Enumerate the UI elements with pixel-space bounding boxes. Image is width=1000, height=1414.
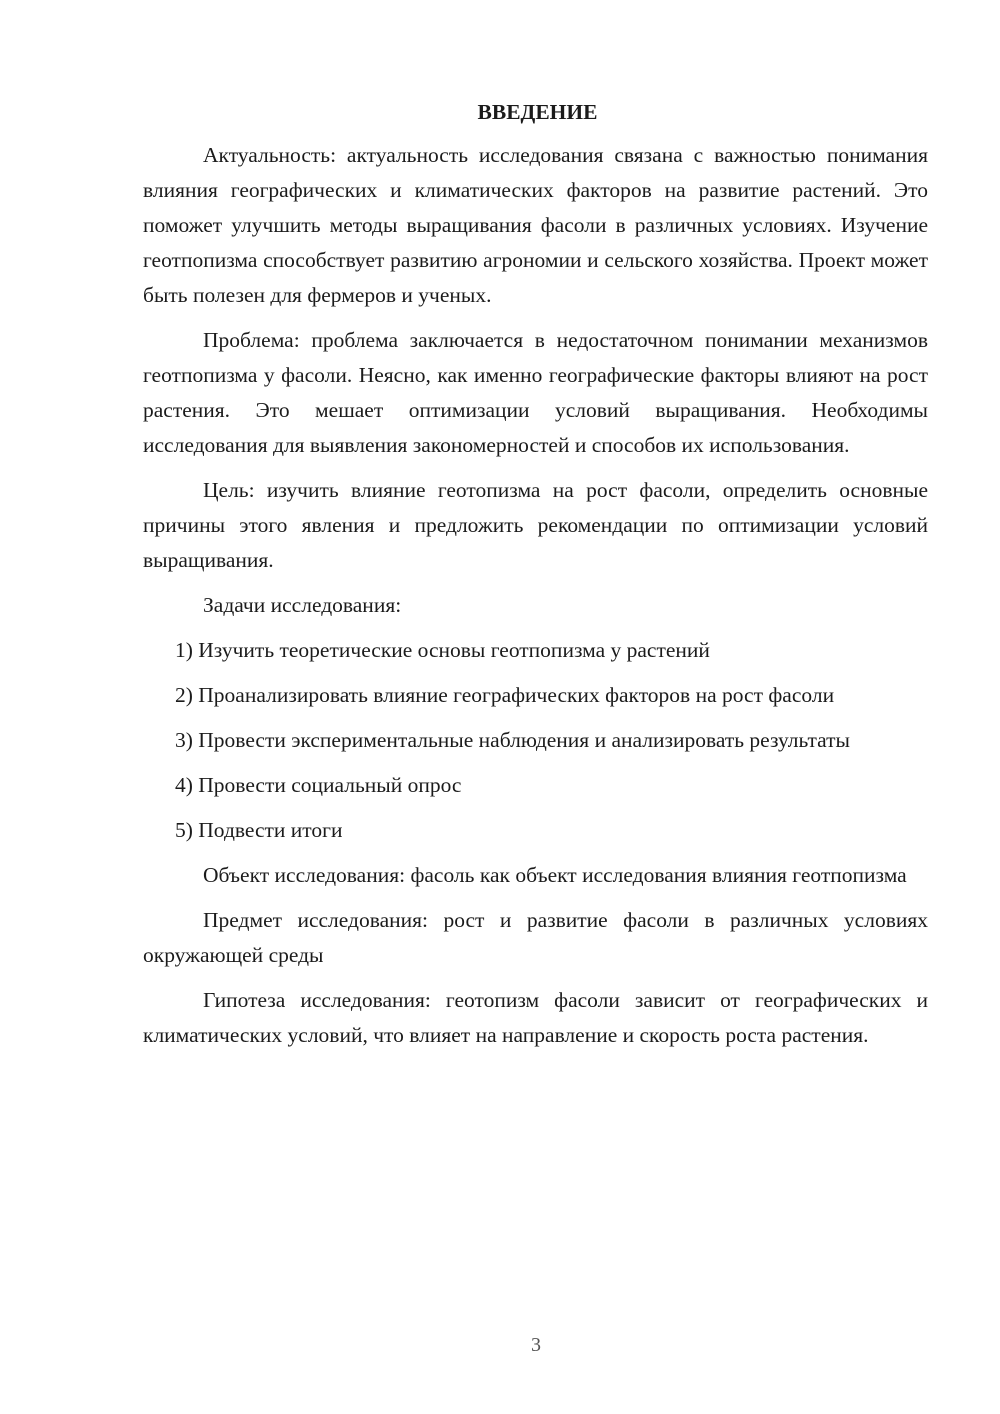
task-item-3: 3) Провести экспериментальные наблюдения и анализировать результаты: [175, 728, 851, 752]
object-paragraph: Объект исследования: фасоль как объект исследования влияния геотпопизма: [203, 863, 907, 887]
relevance-paragraph: Актуальность: актуальность исследования связана с важностью понимания влияния географических и климатических факторов на развитие растений. Это поможет улучшить методы выращивания фасоли в различных условиях. Изучение геотпопизма способствует развитию агрономии и сельского хозяйства. Проект может быть полезен для фермеров и ученых.: [143, 143, 928, 307]
page-number: 3: [531, 1334, 541, 1356]
task-item-1: 1) Изучить теоретические основы геотпопизма у растений: [175, 638, 710, 662]
task-item-2: 2) Проанализировать влияние географических факторов на рост фасоли: [175, 683, 835, 707]
goal-paragraph: Цель: изучить влияние геотопизма на рост фасоли, определить основные причины этого явления и предложить рекомендации по оптимизации условий выращивания.: [143, 478, 928, 572]
task-item-4: 4) Провести социальный опрос: [175, 773, 462, 797]
task-item-5: 5) Подвести итоги: [175, 818, 343, 842]
tasks-heading: Задачи исследования:: [203, 593, 402, 617]
page-content: [143, 96, 928, 1063]
page-title: ВВЕДЕНИЕ: [477, 100, 598, 124]
subject-paragraph: Предмет исследования: рост и развитие фасоли в различных условиях окружающей среды: [143, 908, 928, 967]
hypothesis-paragraph: Гипотеза исследования: геотопизм фасоли зависит от географических и климатических условий, что влияет на направление и скорость роста растения.: [143, 988, 928, 1047]
problem-paragraph: Проблема: проблема заключается в недостаточном понимании механизмов геотпопизма у фасоли. Неясно, как именно географические факторы влияют на рост растения. Это мешает оптимизации условий выращивания. Необходимы исследования для выявления закономерностей и способов их использования.: [143, 328, 928, 457]
